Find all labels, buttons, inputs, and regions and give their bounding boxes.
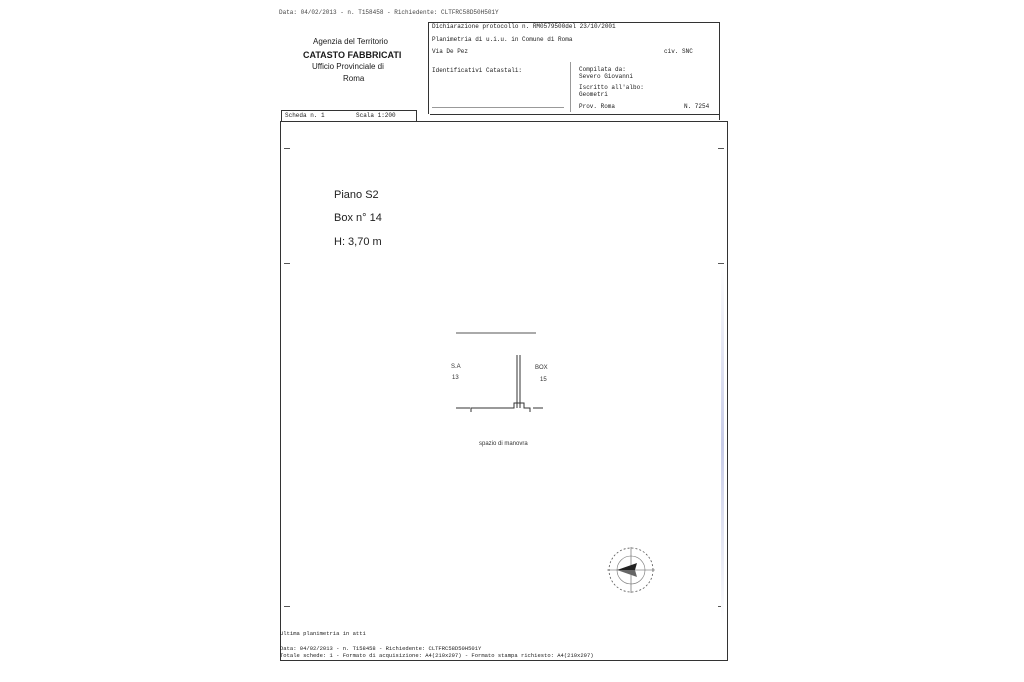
frame-tick [718,148,724,149]
last-plan-note: Ultima planimetria in atti [280,630,366,637]
header-divider [428,22,429,114]
compiled-by-name: Severo Giovanni [579,73,634,80]
header-left-block [280,21,429,110]
footer-request-line: Data: 04/02/2013 - n. T158458 - Richiedente: CLTFRC58D50H501Y [280,645,482,652]
identifiers-rule [432,107,564,108]
registered-label: Iscritto all'albo: [579,84,644,91]
frame-tick [718,263,724,264]
height-label: H: 3,70 m [334,236,382,248]
office-label: Ufficio Provinciale di [312,62,384,71]
left-unit-number: 13 [452,375,459,381]
header-right-border [719,22,720,120]
north-arrow-compass-icon [603,545,659,597]
registry-number: N. 7254 [684,103,710,110]
sheet-number: Scheda n. 1 [285,112,325,119]
maneuver-space-label: spazio di manovra [479,441,528,447]
compiled-divider [570,62,571,112]
box-wall [471,403,530,412]
header-bottom-rule [430,114,720,115]
scan-edge-shadow [721,265,724,625]
identifiers-label: Identificativi Catastali: [432,67,523,74]
protocol-text: Dichiarazione protocollo n. RM0579500del 23/10/2001 [432,23,616,30]
frame-tick [284,148,290,149]
frame-tick [284,263,290,264]
footer-format-line: Totale schede: 1 - Formato di acquisizione: A4(210x297) - Formato stampa richiesto: A4(210x297) [280,652,594,659]
compiled-by-label: Compilata da: [579,66,626,73]
registered-value: Geometri [579,91,608,98]
box-number-label: Box n° 14 [334,212,382,224]
street-text: Via De Pez [432,48,469,55]
agency-name: Agenzia del Territorio [313,37,389,46]
office-city: Roma [343,74,365,83]
sheet-scale: Scala 1:200 [356,112,396,119]
right-unit-label: BOX [535,365,548,371]
floor-label: Piano S2 [334,189,379,201]
planimetry-text: Planimetria di u.i.u. in Comune di Roma [432,36,573,43]
right-unit-number: 15 [540,377,547,383]
left-unit-label: S.A [451,364,461,370]
frame-tick [284,606,290,607]
province-label: Prov. Roma [579,103,616,110]
page-header-note: Data: 04/02/2013 - n. T158458 - Richiedente: CLTFRC58D50H501Y [279,9,499,16]
catasto-title: CATASTO FABBRICATI [303,50,402,60]
civ-text: civ. SNC [664,48,693,55]
